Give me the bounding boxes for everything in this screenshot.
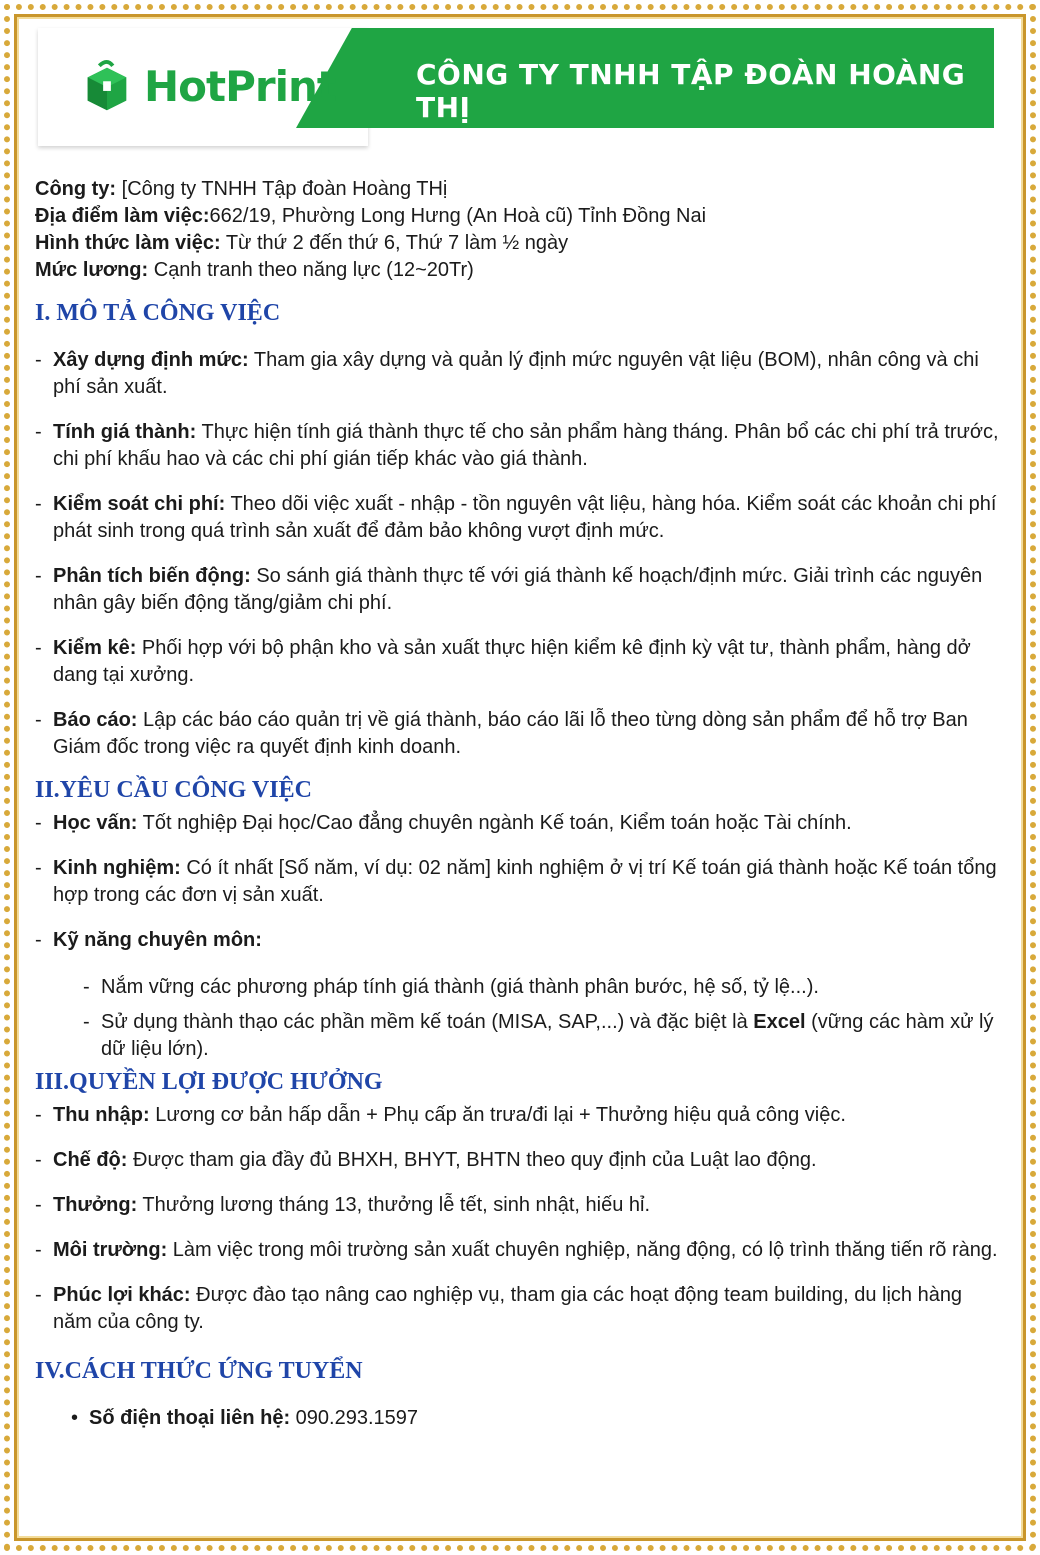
list-item: - Kiểm kê: Phối hợp với bộ phận kho và sản xuất thực hiện kiểm kê định kỳ vật tư, thành phẩm, hàng dở dang tại xưởng.	[35, 635, 1005, 689]
list-item: - Xây dựng định mức: Tham gia xây dựng và quản lý định mức nguyên vật liệu (BOM), nhân công và chi phí sản xuất.	[35, 347, 1005, 401]
list-item: - Chế độ: Được tham gia đầy đủ BHXH, BHYT, BHTN theo quy định của Luật lao động.	[35, 1147, 1005, 1174]
company-info	[35, 176, 1005, 284]
hotprint-logo	[78, 58, 336, 118]
list-item: - Tính giá thành: Thực hiện tính giá thành thực tế cho sản phẩm hàng tháng. Phân bổ các chi phí trả trước, chi phí khấu hao và các chi phí gián tiếp khác vào giá thành.	[35, 419, 1005, 473]
section-title-requirements: II.YÊU CẦU CÔNG VIỆC	[35, 777, 312, 803]
salary-line: Mức lương: Cạnh tranh theo năng lực (12~20Tr)	[35, 259, 474, 281]
list-item: - Môi trường: Làm việc trong môi trường sản xuất chuyên nghiệp, năng động, có lộ trình thăng tiến rõ ràng.	[35, 1237, 1005, 1264]
logo-text: HotPrint	[144, 62, 336, 111]
job-description-list	[35, 347, 1005, 761]
hotprint-logo-icon	[78, 60, 136, 118]
list-item: - Kỹ năng chuyên môn:	[35, 927, 1005, 954]
benefits-list	[35, 1102, 1005, 1336]
list-item: - Thu nhập: Lương cơ bản hấp dẫn + Phụ cấp ăn trưa/đi lại + Thưởng hiệu quả công việc.	[35, 1102, 1005, 1129]
sub-list-item: - Sử dụng thành thạo các phần mềm kế toán (MISA, SAP,...) và đặc biệt là Excel (vững các hàm xử lý dữ liệu lớn).	[35, 1009, 1005, 1063]
location-line: Địa điểm làm việc:662/19, Phường Long Hưng (An Hoà cũ) Tỉnh Đồng Nai	[35, 205, 707, 227]
list-item: - Phân tích biến động: So sánh giá thành thực tế với giá thành kế hoạch/định mức. Giải trình các nguyên nhân gây biến động tăng/giảm chi phí.	[35, 563, 1005, 617]
header-banner	[38, 28, 994, 146]
list-item: - Học vấn: Tốt nghiệp Đại học/Cao đẳng chuyên ngành Kế toán, Kiểm toán hoặc Tài chính.	[35, 810, 1005, 837]
requirements-list	[35, 810, 1005, 1063]
contact-phone-line: • Số điện thoại liên hệ: 090.293.1597	[35, 1405, 1005, 1432]
job-posting-body	[35, 176, 1005, 1432]
list-item: - Thưởng: Thưởng lương tháng 13, thưởng lễ tết, sinh nhật, hiếu hỉ.	[35, 1192, 1005, 1219]
company-line: Công ty: [Công ty TNHH Tập đoàn Hoàng THị	[35, 178, 448, 200]
list-item: - Kiểm soát chi phí: Theo dõi việc xuất - nhập - tồn nguyên vật liệu, hàng hóa. Kiểm soát các khoản chi phí phát sinh trong quá trình sản xuất để đảm bảo không vượt định mức.	[35, 491, 1005, 545]
worktype-line: Hình thức làm việc: Từ thứ 2 đến thứ 6, Thứ 7 làm ½ ngày	[35, 232, 569, 254]
section-title-benefits: III.QUYỀN LỢI ĐƯỢC HƯỞNG	[35, 1069, 383, 1095]
list-item: - Phúc lợi khác: Được đào tạo nâng cao nghiệp vụ, tham gia các hoạt động team building, du lịch hàng năm của công ty.	[35, 1282, 1005, 1336]
list-item: - Kinh nghiệm: Có ít nhất [Số năm, ví dụ: 02 năm] kinh nghiệm ở vị trí Kế toán giá thành hoặc Kế toán tổng hợp trong các đơn vị sản xuất.	[35, 855, 1005, 909]
section-title-job-description: I. MÔ TẢ CÔNG VIỆC	[35, 300, 281, 326]
section-title-how-to-apply: IV.CÁCH THỨC ỨNG TUYỂN	[35, 1358, 363, 1384]
sub-list-item: - Nắm vững các phương pháp tính giá thành (giá thành phân bước, hệ số, tỷ lệ...).	[35, 974, 1005, 1001]
company-banner-title: CÔNG TY TNHH TẬP ĐOÀN HOÀNG THỊ	[416, 58, 966, 124]
phone-number: 090.293.1597	[290, 1407, 419, 1429]
list-item: - Báo cáo: Lập các báo cáo quản trị về giá thành, báo cáo lãi lỗ theo từng dòng sản phẩm để hỗ trợ Ban Giám đốc trong việc ra quyết định kinh doanh.	[35, 707, 1005, 761]
